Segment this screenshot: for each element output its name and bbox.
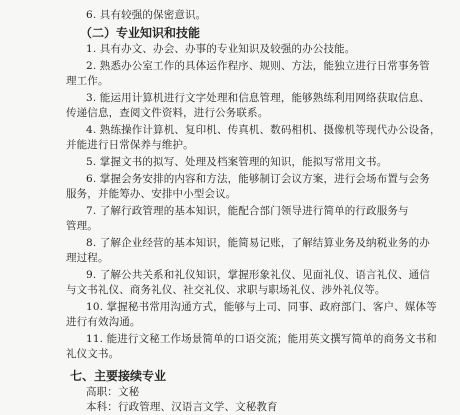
skill-item-2-cont: 理工作。 [66,75,109,87]
skill-item-7: 7. 了解行政管理的基本知识，能配合部门领导进行简单的行政服务与 [86,205,409,217]
skill-item-4-cont: 并能进行日常保养与维护。 [66,139,194,151]
skill-item-4: 4. 熟练操作计算机、复印机、传真机、数码相机、摄像机等现代办公设备， [86,124,441,136]
skill-item-10-cont: 进行有效沟通。 [66,316,141,328]
skill-item-6-cont: 服务，并能筹办、安排中小型会议。 [66,188,237,200]
skill-item-2: 2. 熟悉办公室工作的具体运作程序、规则、方法，能独立进行日常事务管 [86,60,430,72]
skill-item-11: 11. 能进行文秘工作场景简单的口语交流；能用英文撰写简单的商务文书和 [86,333,437,345]
skill-item-5: 5. 掌握文书的拟写、处理及档案管理的知识，能拟写常用文书。 [86,156,388,168]
continuation-major-line: 本科：行政管理、汉语言文学、文秘教育 [86,401,278,413]
skill-item-9-cont: 与文书礼仪、商务礼仪、社交礼仪、求职与职场礼仪、涉外礼仪等。 [66,284,386,296]
skill-item-1: 1. 具有办文、办会、办事的专业知识及较强的办公技能。 [86,43,356,55]
skill-item-9: 9. 了解公共关系和礼仪知识，掌握形象礼仪、见面礼仪、语言礼仪、通信 [86,269,430,281]
skill-item-6: 6. 掌握会务安排的内容和方法，能够制订会议方案，进行会场布置与会务 [86,173,430,185]
skill-item-10: 10. 掌握秘书常用沟通方式，能够与上司、同事、政府部门、客户、媒体等 [86,301,437,313]
skill-item-7-cont: 管理。 [66,220,98,232]
skill-item-11-cont: 礼仪文书。 [66,348,120,360]
continuation-major-line: 高职：文秘 [86,386,140,398]
skill-item-3: 3. 能运用计算机进行文字处理和信息管理，能够熟练利用网络获取信息、 [86,92,430,104]
section-heading-skills: （二）专业知识和技能 [80,26,201,40]
section-heading-continuation-majors: 七、主要接续专业 [70,369,167,383]
skill-item-8-cont: 理过程。 [66,252,109,264]
skill-item-3-cont: 传递信息，查阅文件资料，进行公务联系。 [66,107,269,119]
skill-item-8: 8. 了解企业经营的基本知识，能简易记账，了解结算业务及纳税业务的办 [86,237,430,249]
item-6-text: 6. 具有较强的保密意识。 [86,9,207,21]
